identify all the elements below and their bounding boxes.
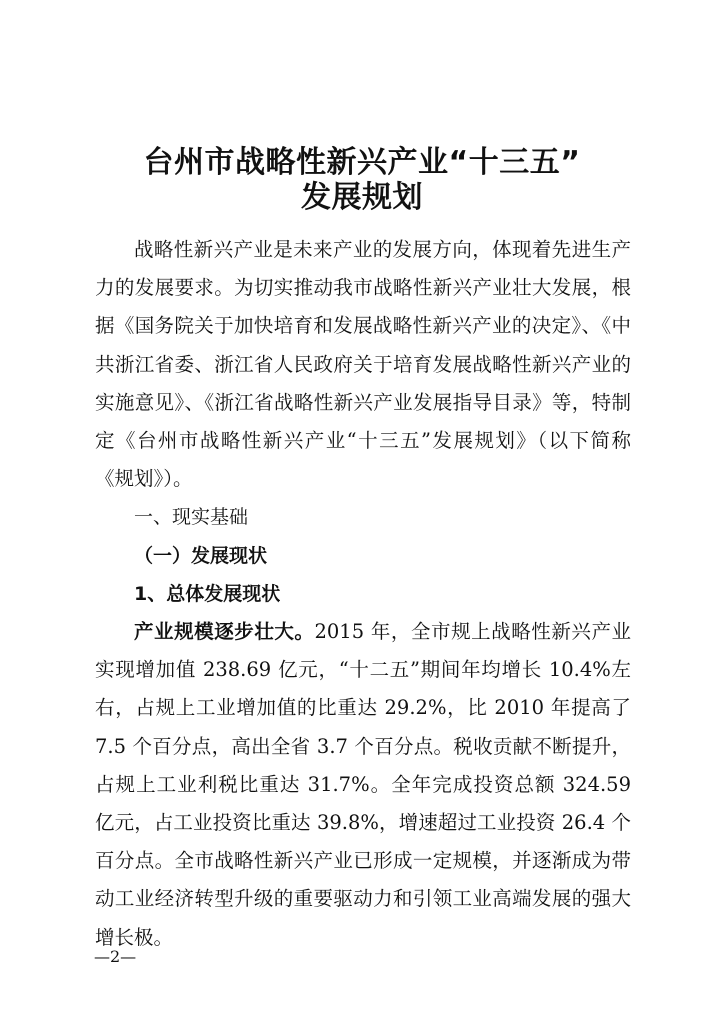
paragraph-body-text: 2015 年，全市规上战略性新兴产业实现增加值 238.69 亿元，“十二五”期间年均增长 10.4%左右，占规上工业增加值的比重达 29.2%，比 2010 年提高了 7.5 个百分点，高出全省 3.7 个百分点。税收贡献不断提升，占规上工业利税比重达 31.7%。全年完成投资总额 324.59 亿元，占工业投资比重达 39.8%，增速超过工业投资 26.4 个百分点。全市战略性新兴产业已形成一定规模，并逐渐成为带动工业经济转型升级的重要驱动力和引领工业高端发展的强大增长极。 [95,620,631,949]
page-number: —2— [94,947,137,966]
document-title-line-1: 台州市战略性新兴产业“十三五” [143,145,581,180]
subsection-heading: （一）发展现状 [134,544,268,567]
document-title-line-2: 发展规划 [301,180,423,215]
document-body [95,231,631,957]
scale-growth-paragraph [95,613,631,957]
item-heading: 1、总体发展现状 [134,582,281,605]
paragraph-lead-sentence: 产业规模逐步壮大。 [134,620,315,644]
intro-paragraph: 战略性新兴产业是未来产业的发展方向，体现着先进生产力的发展要求。为切实推动我市战略性新兴产业壮大发展，根据《国务院关于加快培育和发展战略性新兴产业的决定》、《中共浙江省委、浙江省人民政府关于培育发展战略性新兴产业的实施意见》、《浙江省战略性新兴产业发展指导目录》等，特制定《台州市战略性新兴产业“十三五”发展规划》（以下简称《规划》）。 [95,238,631,491]
section-heading: 一、现实基础 [134,506,249,529]
